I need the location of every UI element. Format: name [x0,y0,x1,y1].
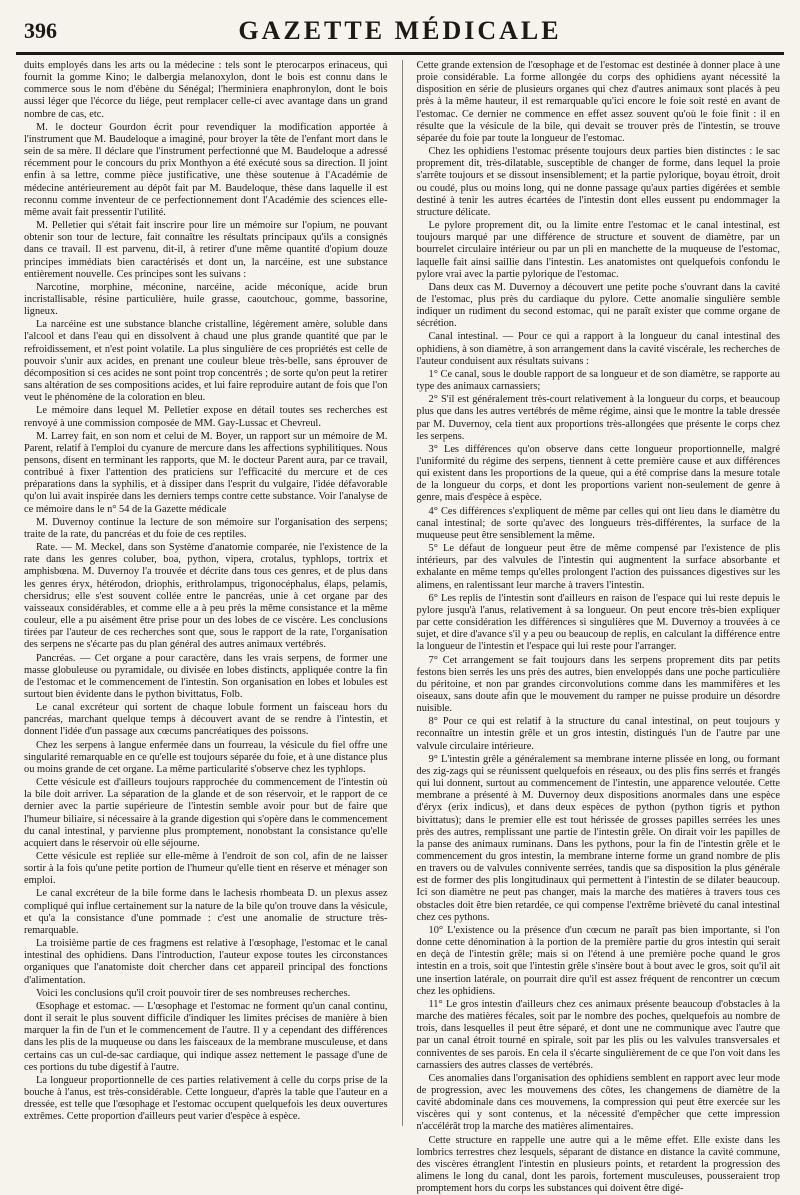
paragraph: M. le docteur Gourdon écrit pour revendiquer la modification apportée à l'instrument que M. Baudeloque a imaginé, pour broyer la tête de l'enfant mort dans le sein de sa mère. Il déclare que l'instrument perfectionné que M. Baudeloque a adressé récemment pour le concours du prix Monthyon a été exécuté sous sa direction. Il joint enfin à sa lettre, comme pièce justificative, une thèse soutenue à l'Académie de médecine antérieurement au dépôt fait par M. Baudeloque, thèse dans laquelle il est reconnu comme inventeur de ce perfectionnement dont l'Académie des sciences elle-même avait fait pressentir l'utilité. [24,121,388,218]
paragraph: Canal intestinal. — Pour ce qui a rapport à la longueur du canal intestinal des ophidiens, à son diamètre, à son arrangement dans la cavité viscérale, les recherches de l'auteur conduisent aux résultats suivans : [416,331,780,367]
paragraph: Le canal excréteur de la bile forme dans le lachesis rhombeata D. un plexus assez compliqué qui influe certainement sur la nature de la bile qu'on trouve dans la vésicule, et qu'a la consistance d'une pommade : c'est une anomalie de structure très-remarquable. [24,888,388,936]
paragraph: 6° Les replis de l'intestin sont d'ailleurs en raison de l'espace qui lui reste depuis le pylore jusqu'à l'anus, relativement à sa longueur. On peut encore très-bien expliquer par cette considération les différences si singulières que M. Duvernoy a trouvées à ce sujet, et dire d'avance s'il y a peu ou beaucoup de replis, en calculant la différence entre la longueur de l'intestin et l'espace qui lui reste pour l'arranger. [416,592,780,653]
paragraph: 11° Le gros intestin d'ailleurs chez ces animaux présente beaucoup d'obstacles à la marche des matières fécales, soit par le nombre des poches, quelquefois au nombre de trois, dans lesquelles il peut être séparé, et dont une ne communique avec l'autre que par un canal étroit tourné en spirale, soit par les plis ou les valvules transversales et conniventes de ses parois. En cela il s'écarte singulièrement de ce que l'on voit dans les carnassiers des autres classes de vertébrés. [416,998,780,1071]
paragraph: Ces anomalies dans l'organisation des ophidiens semblent en rapport avec leur mode de progression, avec les mouvemens des côtes, les changemens de diamètre de la cavité abdominale dans ces mouvemens, la compression qui peut être exercée sur les viscères qui y sont contenus, et la nécessité d'empêcher que cette impression n'accélérât trop la marche des matières alimentaires. [416,1072,780,1133]
paragraph: Narcotine, morphine, méconine, narcéine, acide méconique, acide brun incristallisable, résine particulière, huile grasse, caoutchouc, gomme, bassorine, ligneux. [24,281,388,318]
paragraph: 10° L'existence ou la présence d'un cœcum ne paraît pas bien importante, si l'on donne cette dénomination à la portion de la première partie du gros intestin qui serait en deçà de l'intestin grêle; mais si on l'étend à une première poche quand le gros intestin en a trois, soit que l'intestin grêle s'insère bout à bout avec le gros, soit qu'il ait une insertion latérale, on pourrait dire qu'il est assez fréquent de rencontrer un cœcum chez les ophidiens. [416,924,780,997]
right-column [416,60,781,1195]
page-header [16,12,784,54]
paragraph: 1° Ce canal, sous le double rapport de sa longueur et de son diamètre, se rapporte au type des animaux carnassiers; [416,368,780,393]
paragraph: La troisième partie de ces fragmens est relative à l'œsophage, l'estomac et le canal intestinal des ophidiens. Dans l'introduction, l'auteur expose toutes les circonstances organiques que l'anatomiste doit chercher dans cet appareil principal des fonctions d'alimentation. [24,938,388,986]
paragraph: Cette grande extension de l'œsophage et de l'estomac est destinée à donner place à une proie considérable. La forme allongée du corps des ophidiens ayant nécessité la disposition en série de plusieurs organes qui chez d'autres animaux sont placés à peu près à la même hauteur, il est remarquable qu'ici encore le foie soit resté en avant de l'estomac. Ce dernier ne commence en effet assez souvent qu'où le foie finit : il en résulte que la vésicule de la bile, qui devait se trouver près de l'intestin, se trouve séparée du foie par toute la longueur de l'estomac. [416,60,780,144]
paragraph: 3° Les différences qu'on observe dans cette longueur proportionnelle, malgré l'uniformité du régime des serpens, tiennent à cette première cause et aux différences qui existent dans les proportions de la queue, qui a été comprise dans la mesure totale de la longueur du corps, et dont les proportions varient non-seulement de genre à genre, mais d'espèce à espèce. [416,443,780,504]
paragraph: La longueur proportionnelle de ces parties relativement à celle du corps prise de la bouche à l'anus, est très-considérable. Cette longueur, d'après la table que l'auteur en a dressée, est telle que l'œsophage et l'estomac occupent quelquefois les deux ouvertures extrêmes. Cette proportion d'ailleurs peut varier d'espèce à espèce. [24,1074,388,1123]
paragraph: M. Pelletier qui s'était fait inscrire pour lire un mémoire sur l'opium, ne pouvant obtenir son tour de lecture, fait connaître les résultats principaux qu'ils a consignés dans ce travail. Il est parvenu, dit-il, à retirer d'une même quantité d'opium douze principes immédiats bien caractérisés et dont un, la narcéine, est une substance entièrement nouvelle. Ces principes sont les suivans : [24,220,388,280]
paragraph: M. Larrey fait, en son nom et celui de M. Boyer, un rapport sur un mémoire de M. Parent, relatif à l'emploi du cyanure de mercure dans les affections syphilitiques. Nous pensons, disent en terminant les rapports, que M. le docteur Parent aura, par ce travail, contribué à fixer l'attention des praticiens sur l'efficacité du mercure et de ces préparations dans la syphilis, et à dissiper dans l'esprit du vulgaire, l'idée défavorable qu'on lui avait inspirée dans les derniers temps contre cette substance. Voir l'analyse de ce mémoire dans le n° 54 de la Gazette médicale [24,430,388,515]
paragraph: Œsophage et estomac. — L'œsophage et l'estomac ne forment qu'un canal continu, dont il serait le plus souvent difficile d'indiquer les limites précises de manière à bien marquer la fin de l'un et le commencement de l'autre. Il y a cependant des différences dans les plis de la muqueuse ou dans les faisceaux de la membrane musculeuse, et dans certains cas un cul-de-sac cardiaque, qui indique assez nettement le passage d'une de ces portions du tube digestif à l'autre. [24,1000,388,1073]
paragraph: 8° Pour ce qui est relatif à la structure du canal intestinal, on peut toujours y reconnaître un intestin grêle et un gros intestin, distingués l'un de l'autre par une valvule circulaire intérieure. [416,716,780,752]
paragraph: Chez les ophidiens l'estomac présente toujours deux parties bien distinctes : le sac proprement dit, très-dilatable, susceptible de changer de forme, dans lequel la proie s'arrête toujours et se dissout insensiblement; et la partie pylorique, boyau étroit, droit ou coudé, plus ou moins long, qui ne donne passage qu'aux parties digérées et semble destiné à tenir les autres écartées de l'intestin dont elles eussent pu endommager la structure délicate. [416,146,780,218]
left-column [24,60,388,1126]
page-number: 396 [24,18,57,43]
column-divider [402,60,403,1126]
paragraph: Cette structure en rappelle une autre qui a le même effet. Elle existe dans les lombrics terrestres chez lesquels, séparant de distance en distance la cavité commune, des viscères étranglent l'intestin en plusieurs points, et retardent la progression des alimens le long du canal, dont les parois, fortement musculeuses, pousseraient trop promptement hors du corps les substances qui doivent être digé- [416,1134,780,1195]
paragraph: Le canal excréteur qui sortent de chaque lobule forment un faisceau hors du pancréas, marchant quelque temps à découvert avant de se rendre à l'intestin, et donnent l'idée d'un passage aux cœcums pancréatiques des poissons. [24,702,388,738]
paragraph: 9° L'intestin grêle a généralement sa membrane interne plissée en long, ou formant des zig-zags qui se réunissent quelquefois en réseaux, ou des plis fins serrés et frangés qui lui donnent, surtout au commencement de l'intestin, une apparence veloutée. Cette membrane a présenté à M. Duvernoy deux dispositions anormales dans une espèce d'éryx (erix indicus), et dans deux espèces de python (python tigris et python bivittatus); dans le premier elle est tout hérissée de grosses papilles serrées les unes près des autres, remplissant une partie de l'intestin grêle. On dirait voir les papilles de la panse des animaux ruminans. Dans les pythons, pour la fin de l'intestin grêle et le commencement du gros intestin, la membrane interne forme un grand nombre de plis en travers ou de valvules connivente serrées, tandis que sa disposition la plus générale est de former des plis longitudinaux qui permettent à l'intestin de se dilater beaucoup. Ici son diamètre ne peut pas changer, mais la marche des matières à travers tous ces obstacles doit être bien retardée, ce qui compense l'extrême brièveté du canal intestinal chez ces pythons. [416,753,780,923]
paragraph: 4° Ces différences s'expliquent de même par celles qui ont lieu dans le diamètre du canal intestinal; de sorte qu'avec des longueurs très-différentes, la surface de la muqueuse peut être sensiblement la même. [416,505,780,541]
paragraph: 5° Le défaut de longueur peut être de même compensé par l'existence de plis intérieurs, par des valvules de l'intestin qui augmentent la surface absorbante et exhalante en même temps qu'elles prolongent l'action des puissances digestives sur les alimens, en ralentissant leur marche à travers l'intestin. [416,543,780,591]
paragraph: 2° S'il est généralement très-court relativement à la longueur du corps, et beaucoup plus que dans les autres vertébrés de même régime, ainsi que le montre la table dressée par M. Duvernoy, cela tient aux proportions très-allongées que présente le corps chez les serpens. [416,394,780,442]
paragraph: Rate. — M. Meckel, dans son Système d'anatomie comparée, nie l'existence de la rate dans les genres coluber, boa, python, vipera, crotalus, typhlops, tortrix et amphisbœna. M. Duvernoy l'a trouvée et décrite dans tous ces genres, et de plus dans les genres éryx, hétérodon, driophis, erithrolampus, trigonocéphalus, élaps, pelamis, chersidrus; elle s'est souvent collée entre le pancréas, unie à cet organe par des vaisseaux considérables, et comme elle a à peu près la même consistance et la même couleur, elle a pu aisément être prise pour un des lobes de ce viscère. Les conclusions tirées par l'auteur de ces recherches sont que, sous le rapport de la rate, l'organisation des serpens ne s'écarte pas du plan général des autres animaux vertébrés. [24,542,388,651]
paragraph: M. Duvernoy continue la lecture de son mémoire sur l'organisation des serpens; traite de la rate, du pancréas et du foie de ces reptiles. [24,516,388,540]
paragraph: duits employés dans les arts ou la médecine : tels sont le pterocarpos erinaceus, qui fournit la gomme Kino; le dalbergia melanoxylon, dont le bois est connu dans le commerce sous le nom d'ébène du Sénégal; l'herminiera enaphronylon, dont le bois aussi léger que l'écorce du liége, peut remplacer celle-ci avec avantage dans un grand nombre de cas, etc. [24,60,388,120]
article-body [24,60,780,1195]
paragraph: Le pylore proprement dit, ou la limite entre l'estomac et le canal intestinal, est toujours marqué par une différence de structure et souvent de diamètre, par un bourrelet circulaire intérieur ou par un pli en manchette de la muqueuse de l'estomac, laquelle fait ainsi saillie dans l'intestin. Les anatomistes ont quelquefois confondu le pylore vrai avec la partie pylorique de l'estomac. [416,220,780,280]
paragraph: Pancréas. — Cet organe a pour caractère, dans les vrais serpens, de former une masse globuleuse ou pyramidale, ou divisée en lobes distincts, appliquée contre la fin de l'estomac et le commencement de l'intestin. Son organisation en lobes et lobules est surtout bien évidente dans le python bivittatus, Folb. [24,652,388,700]
header-rule [16,52,784,55]
journal-title: GAZETTE MÉDICALE [238,16,562,45]
paragraph: Cette vésicule est d'ailleurs toujours rapprochée du commencement de l'intestin où la bile doit arriver. La séparation de la glande et de son réservoir, et le rapport de ce dernier avec la partie supérieure de l'intestin semble avoir pour but de faire que l'humeur biliaire, si nécessaire à la grande digestion qui s'opère dans le commencement du canal intestinal, y parvienne plus promptement, nonobstant la consistance qu'elle acquiert dans le réservoir où elle séjourne. [24,777,388,849]
paragraph: La narcéine est une substance blanche cristalline, légèrement amère, soluble dans l'alcool et dans l'eau qui en dissolvent à chaud une plus grande quantité que par le refroidissement, et n'est point volatile. La plus singulière de ces propriétés est celle de pouvoir s'unir aux acides, en prenant une couleur bleue très-belle, sans éprouver de décomposition si ces acides ne sont point trop concentrés ; de sorte qu'on peut la retirer sans altération de ses compositions acides, et lui faire reproduire autant de fois que l'on veut le phénomène de la coloration en bleu. [24,319,388,404]
paragraph: Le mémoire dans lequel M. Pelletier expose en détail toutes ses recherches est renvoyé à une commission composée de MM. Gay-Lussac et Chevreul. [24,405,388,429]
paragraph: Cette vésicule est repliée sur elle-même à l'endroit de son col, afin de ne laisser sortir à la fois qu'une petite portion de l'humeur qu'elle tient en réserve et ménager son emploi. [24,851,388,887]
paragraph: Dans deux cas M. Duvernoy a découvert une petite poche s'ouvrant dans la cavité de l'estomac, plus près du cardiaque du pylore. Cette anomalie singulière semble indiquer un rudiment du second estomac, qui ne paraît exister que comme organe de sécrétion. [416,281,780,330]
paragraph: 7° Cet arrangement se fait toujours dans les serpens proprement dits par petits festons bien serrés les uns près des autres, bien enveloppés dans une poche particulière du péritoine, et non par grandes circonvolutions comme dans les mammifères et les oiseaux, sans doute afin que le mouvement du ramper ne puisse produire un désordre nuisible. [416,654,780,715]
paragraph: Voici les conclusions qu'il croit pouvoir tirer de ses nombreuses recherches. [36,987,351,999]
paragraph: Chez les serpens à langue enfermée dans un fourreau, la vésicule du fiel offre une singularité remarquable en ce qu'elle est toujours séparée du foie, et à une distance plus ou moins grande de cet organe. La même particularité s'observe chez les typhlops. [24,739,388,775]
